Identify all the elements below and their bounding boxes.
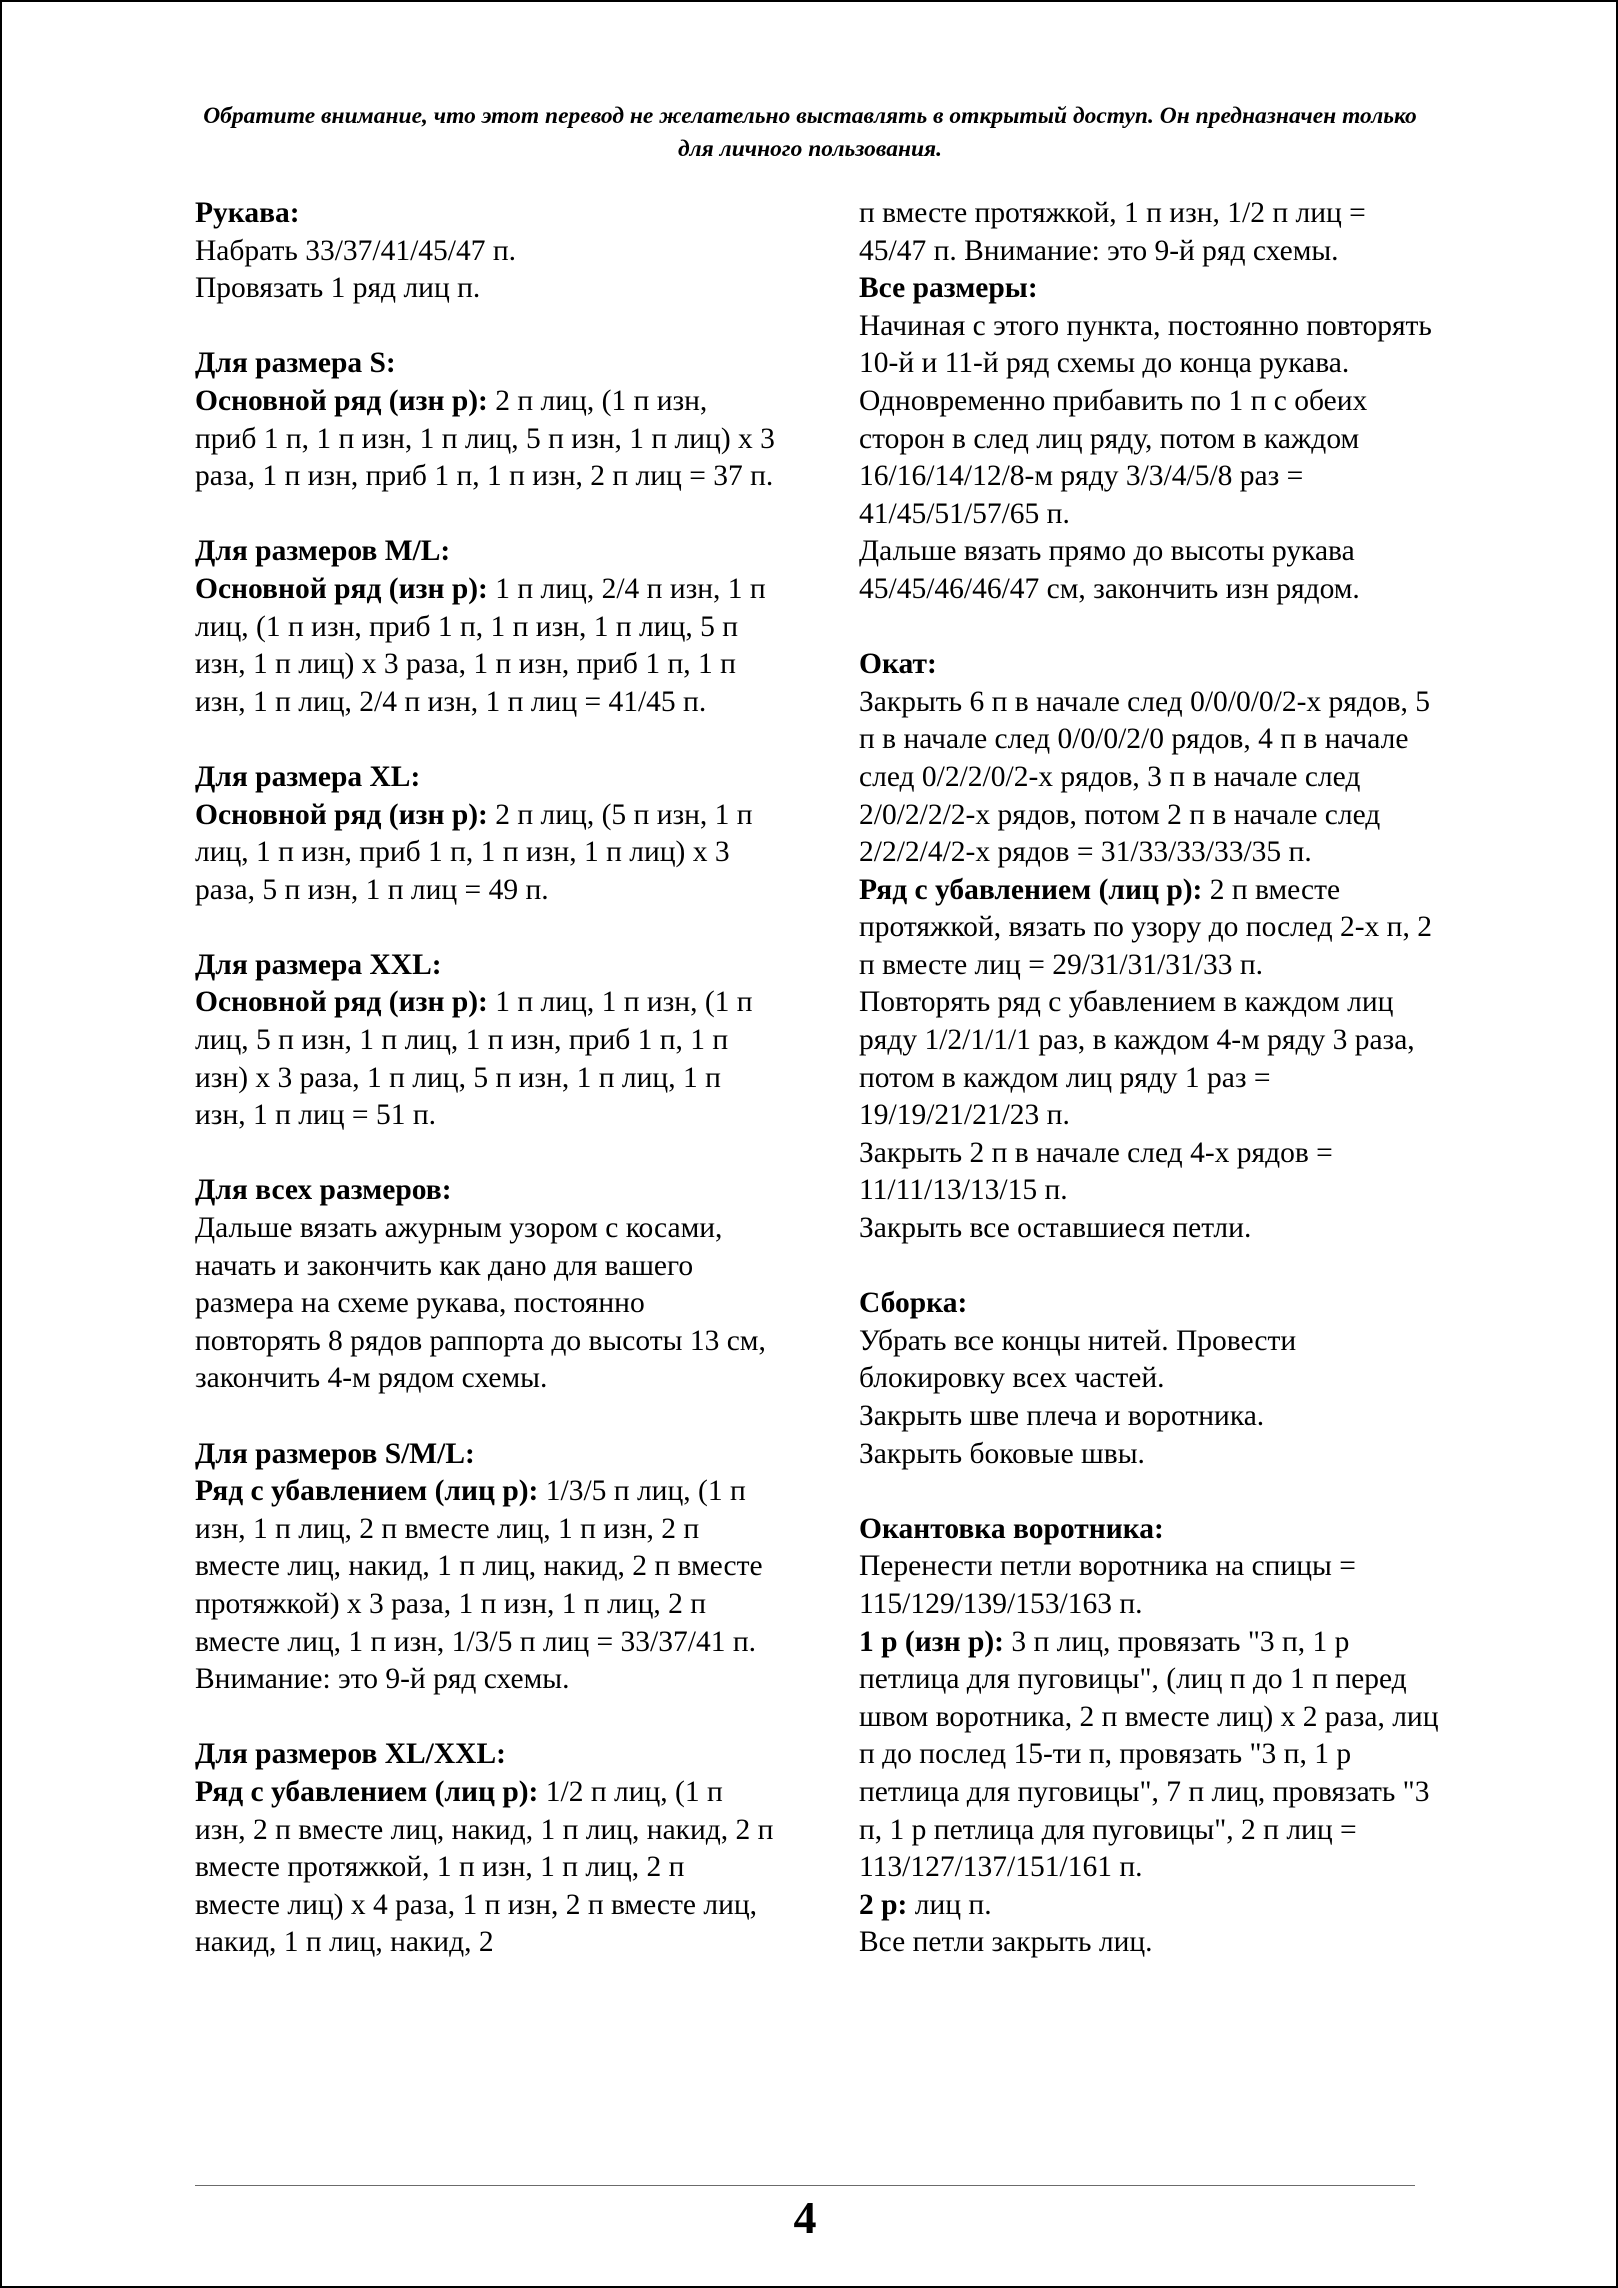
row-label: Основной ряд (изн р): (195, 986, 488, 1019)
right-all-sizes-section (859, 270, 1439, 608)
size-xl-section (195, 759, 775, 909)
cap-heading: Окат: (859, 648, 937, 681)
row-text: 1/2 п лиц, (1 п изн, 2 п вместе лиц, накид, 1 п лиц, накид, 2 п вместе протяжкой, 1 п изн, 1 п лиц, 2 п вместе лиц) x 4 раза, 1 п изн, 2 п вместе лиц, накид, 1 п лиц, накид, 2 (195, 1775, 774, 1959)
row-label: Ряд с убавлением (лиц р): (195, 1775, 539, 1808)
collar-row-2 (859, 1887, 1439, 1925)
collar-heading: Окантовка воротника: (859, 1512, 1164, 1545)
size-xlxxl-row (195, 1774, 775, 1962)
continuation-text: п вместе протяжкой, 1 п изн, 1/2 п лиц = 45/47 п. Внимание: это 9-й ряд схемы. (859, 197, 1366, 267)
sleeves-section (195, 195, 775, 308)
size-sml-heading: Для размеров S/M/L: (195, 1437, 475, 1470)
right-column (859, 195, 1439, 1962)
size-ml-section (195, 533, 775, 721)
assembly-heading: Сборка: (859, 1287, 968, 1320)
size-xlxxl-section (195, 1736, 775, 1962)
usage-notice: Обратите внимание, что этот перевод не желательно выставлять в открытый доступ. Он предназначен только для личного пользования. (203, 103, 1417, 162)
assembly-para: Закрыть боковые швы. (859, 1437, 1145, 1470)
size-xxl-section (195, 947, 775, 1135)
row-label: 2 р: (859, 1888, 908, 1921)
row-text: 1/3/5 п лиц, (1 п изн, 1 п лиц, 2 п вместе лиц, 1 п изн, 2 п вместе лиц, накид, 1 п лиц, накид, 2 п вместе протяжкой) x 3 раза, 1 п изн, 1 п лиц, 2 п вместе лиц, 1 п изн, 1/3/5 п лиц = 33/37/41 п. Внимание: это 9-й ряд схемы. (195, 1475, 763, 1696)
size-ml-heading: Для размеров M/L: (195, 535, 451, 568)
footer-divider (195, 2185, 1415, 2186)
size-s-heading: Для размера S: (195, 347, 396, 380)
size-xl-row (195, 797, 775, 910)
size-s-row (195, 383, 775, 496)
row-text: лиц п. (907, 1888, 992, 1921)
right-all-sizes-heading: Все размеры: (859, 272, 1038, 305)
row-text: 1 п лиц, 1 п изн, (1 п лиц, 5 п изн, 1 п лиц, 1 п изн, приб 1 п, 1 п изн) x 3 раза, 1 п лиц, 5 п изн, 1 п лиц, 1 п изн, 1 п лиц = 51 п. (195, 986, 753, 1132)
size-sml-row (195, 1473, 775, 1699)
cap-section (859, 646, 1439, 1248)
row-label: Ряд с убавлением (лиц р): (195, 1475, 539, 1508)
cap-para: Повторять ряд с убавлением в каждом лиц ряду 1/2/1/1/1 раз, в каждом 4-м ряду 3 раза, потом в каждом лиц ряду 1 раз = 19/19/21/21/23 п. (859, 986, 1415, 1132)
sleeves-first-row: Провязать 1 ряд лиц п. (195, 272, 481, 305)
collar-section (859, 1511, 1439, 1962)
row-label: Основной ряд (изн р): (195, 798, 488, 831)
row-text: 1 п лиц, 2/4 п изн, 1 п лиц, (1 п изн, приб 1 п, 1 п изн, 1 п лиц, 5 п изн, 1 п лиц) x 3 раза, 1 п изн, приб 1 п, 1 п изн, 1 п лиц, 2/4 п изн, 1 п лиц = 41/45 п. (195, 572, 766, 718)
row-text: 2 п вместе протяжкой, вязать по узору до послед 2-х п, 2 п вместе лиц = 29/31/31/31/33 п. (859, 873, 1432, 981)
sleeves-cast-on: Набрать 33/37/41/45/47 п. (195, 234, 517, 267)
row-label: 1 р (изн р): (859, 1625, 1005, 1658)
row-text: 2 п лиц, (5 п изн, 1 п лиц, 1 п изн, приб 1 п, 1 п изн, 1 п лиц) x 3 раза, 5 п изн, 1 п лиц = 49 п. (195, 798, 753, 906)
page-number: 4 (793, 2192, 817, 2243)
assembly-para: Закрыть шве плеча и воротника. (859, 1400, 1265, 1432)
assembly-section (859, 1285, 1439, 1473)
left-column (195, 195, 775, 1962)
collar-para: Перенести петли воротника на спицы = 115/129/139/153/163 п. (859, 1550, 1356, 1620)
row-label: Основной ряд (изн р): (195, 384, 488, 417)
size-xxl-heading: Для размера XXL: (195, 948, 442, 981)
right-all-sizes-para: Начиная с этого пункта, постоянно повторять 10-й и 11-й ряд схемы до конца рукава. (859, 309, 1432, 380)
cap-para: Закрыть 6 п в начале след 0/0/0/0/2-х рядов, 5 п в начале след 0/0/0/2/0 рядов, 4 п в начале след 0/2/2/0/2-х рядов, 3 п в начале след 2/0/2/2/2-х рядов, потом 2 п в начале след 2/2/2/4/2-х рядов = 31/33/33/33/35 п. (859, 685, 1431, 869)
size-sml-section (195, 1436, 775, 1699)
all-sizes-section (195, 1172, 775, 1398)
all-sizes-heading: Для всех размеров: (195, 1174, 452, 1207)
collar-row-1 (859, 1624, 1439, 1887)
cap-para: Закрыть все оставшиеся петли. (859, 1212, 1252, 1245)
sleeves-heading: Рукава: (195, 197, 300, 229)
size-ml-row (195, 571, 775, 721)
size-s-section (195, 345, 775, 495)
assembly-para: Убрать все концы нитей. Провести блокировку всех частей. (859, 1324, 1297, 1395)
cap-decrease-row (859, 872, 1439, 985)
row-text: 2 п лиц, (1 п изн, приб 1 п, 1 п изн, 1 п лиц, 5 п изн, 1 п лиц) x 3 раза, 1 п изн, приб 1 п, 1 п изн, 2 п лиц = 37 п. (195, 384, 775, 493)
right-all-sizes-para: Одновременно прибавить по 1 п с обеих сторон в след лиц ряду, потом в каждом 16/16/14/12/8-м ряду 3/3/4/5/8 раз = 41/45/51/57/65 п. (859, 384, 1368, 530)
size-xxl-row (195, 984, 775, 1134)
right-all-sizes-para: Дальше вязать прямо до высоты рукава 45/45/46/46/47 см, закончить изн рядом. (859, 535, 1360, 605)
collar-final: Все петли закрыть лиц. (859, 1926, 1153, 1959)
all-sizes-text: Дальше вязать ажурным узором с косами, начать и закончить как дано для вашего размера на схеме рукава, постоянно повторять 8 рядов раппорта до высоты 13 см, закончить 4-м рядом схемы. (195, 1212, 766, 1395)
row-label: Основной ряд (изн р): (195, 572, 488, 605)
row-label: Ряд с убавлением (лиц р): (859, 873, 1203, 906)
size-xl-heading: Для размера XL: (195, 760, 421, 793)
row-text: 3 п лиц, провязать "3 п, 1 р петлица для пуговицы", (лиц п до 1 п перед швом воротника, 2 п вместе лиц) x 2 раза, лиц п до послед 15-ти п, провязать "3 п, 1 р петлица для пуговицы", 7 п лиц, провязать "3 п, 1 р петлица для пуговицы", 2 п лиц = 113/127/137/151/161 п. (859, 1625, 1439, 1884)
cap-para: Закрыть 2 п в начале след 4-х рядов = 11/11/13/13/15 п. (859, 1136, 1333, 1207)
size-xlxxl-heading: Для размеров XL/XXL: (195, 1738, 506, 1771)
